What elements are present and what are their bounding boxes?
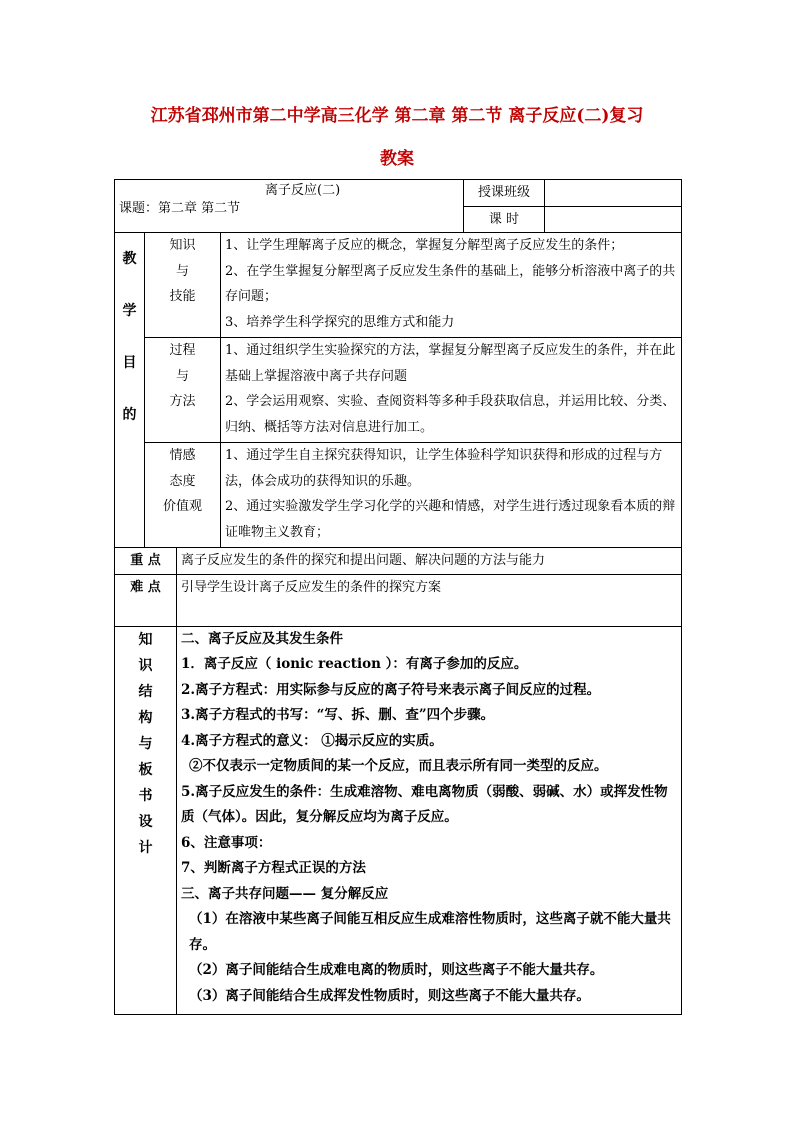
objective-item: 2、通过实验激发学生学习化学的兴趣和情感，对学生进行透过现象看本质的辩证唯物主义教育； [225,499,676,540]
category-text: 与 [175,368,189,384]
board-line: 6、注意事项： [181,834,272,851]
difficult-point-label: 难 点 [115,574,177,626]
board-line: （2）离子间能结合生成难电离的物质时，则这些离子不能大量共存。 [189,962,604,978]
document-title-line1: 江苏省邳州市第二中学高三化学 第二章 第二节 离子反应(二)复习 [150,106,644,126]
board-line: 4.离子方程式的意义： ①揭示反应的实质。 [181,732,443,749]
board-char: 书 [138,787,153,804]
objective-item: 3、培养学生科学探究的思维方式和能力 [225,314,455,330]
category-text: 过程 [169,343,196,358]
objective-items-emotion [221,443,682,548]
board-line: 3.离子方程式的书写：“写、拆、删、查”四个步骤。 [181,707,495,723]
category-text: 情感 [169,448,196,463]
hours-label: 课 时 [464,206,545,233]
board-char: 识 [138,657,153,674]
key-point-text: 离子反应发生的条件的探究和提出问题、解决问题的方法与能力 [177,548,682,575]
board-line: （3）离子间能结合生成挥发性物质时，则这些离子不能大量共存。 [189,987,590,1004]
board-line: （1）在溶液中某些离子间能互相反应生成难溶性物质时，这些离子就不能大量共存。 [189,911,671,953]
board-char: 构 [138,709,153,726]
category-text: 与 [175,263,189,279]
board-line: 三、离子共存问题—— 复分解反应 [181,885,389,902]
board-design-content [177,626,682,1014]
class-value [545,180,682,207]
objective-items-knowledge [221,233,682,338]
difficult-point-text: 引导学生设计离子反应发生的条件的探究方案 [177,574,682,626]
board-char: 与 [138,735,153,752]
board-char: 设 [138,813,153,830]
document-title-line2: 教案 [380,149,414,169]
category-text: 价值观 [162,499,202,514]
board-line: ②不仅表示一定物质间的某一个反应，而且表示所有同一类型的反应。 [189,758,608,774]
board-design-heading [115,626,177,1014]
lesson-label: 课题：第二章 第二节 [119,201,241,216]
objective-category-process [145,338,221,443]
board-line: 二、离子反应及其发生条件 [181,630,343,647]
category-text: 方法 [169,394,196,409]
objective-item: 2、学会运用观察、实验、查阅资料等多种手段获取信息，并运用比较、分类、归纳、概括等方法对信息进行加工。 [225,394,676,435]
board-line: 7、判断离子方程式正误的方法 [181,860,366,876]
objectives-char: 的 [122,407,137,423]
objective-item: 1、通过组织学生实验探究的方法，掌握复分解型离子反应发生的条件，并在此基础上掌握溶液中离子共存问题 [225,343,676,384]
objective-item: 1、通过学生自主探究获得知识，让学生体验科学知识获得和形成的过程与方法，体会成功的获得知识的乐趣。 [225,448,663,489]
board-char: 知 [138,631,153,648]
class-label: 授课班级 [464,180,545,207]
objectives-heading [115,233,145,548]
board-line: 2.离子方程式：用实际参与反应的离子符号来表示离子间反应的过程。 [181,681,601,698]
objective-category-emotion [145,443,221,548]
lesson-topic-cell [115,180,464,233]
board-line: 1．离子反应（ ionic reaction ）：有离子参加的反应。 [181,656,528,672]
objectives-char: 教 [122,251,137,267]
board-char: 结 [138,683,153,700]
hours-value [545,206,682,233]
objectives-char: 目 [122,355,137,371]
objective-items-process [221,338,682,443]
key-point-label: 重 点 [115,548,177,575]
board-char: 板 [138,761,153,778]
category-text: 知识 [169,238,196,253]
objective-item: 1、让学生理解离子反应的概念，掌握复分解型离子反应发生的条件； [225,238,624,253]
lesson-plan-table [114,179,682,1015]
objectives-char: 学 [122,303,137,319]
lesson-name: 离子反应(二) [265,183,341,198]
board-char: 计 [138,839,153,856]
category-text: 态度 [169,473,196,489]
board-line: 5.离子反应发生的条件：生成难溶物、难电离物质（弱酸、弱碱、水）或挥发性物质（气体）。因此，复分解反应均为离子反应。 [181,783,668,825]
category-text: 技能 [169,289,196,304]
objective-item: 2、在学生掌握复分解型离子反应发生条件的基础上，能够分析溶液中离子的共存问题； [225,263,676,304]
objective-category-knowledge [145,233,221,338]
